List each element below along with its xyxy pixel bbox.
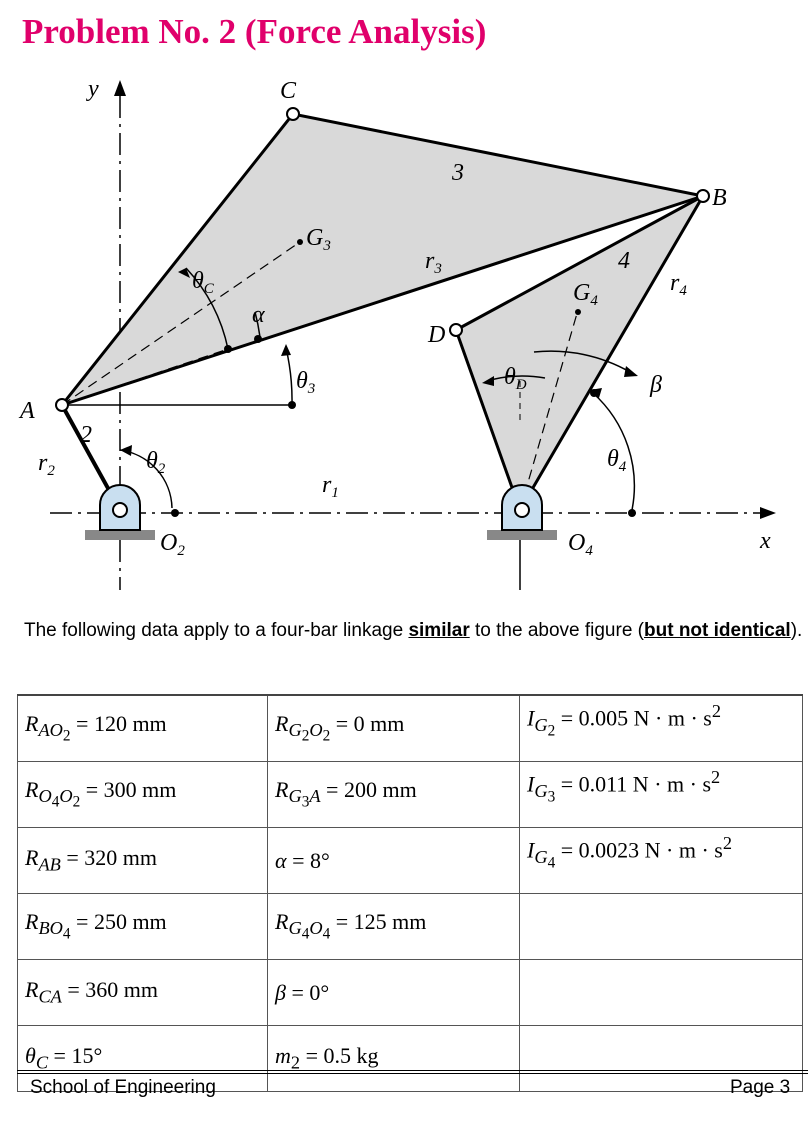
label-O2: O bbox=[160, 530, 178, 556]
table-row bbox=[18, 762, 803, 828]
label-O4-sub: 4 bbox=[585, 543, 593, 559]
label-r4-sub: 4 bbox=[679, 283, 687, 299]
cell-i-g4: $I_{G_4} = 0.0023$ $N \cdot m \cdot s^2$ bbox=[520, 828, 803, 894]
label-r2-sub: 2 bbox=[47, 463, 55, 479]
label-C: C bbox=[280, 78, 297, 104]
svg-text:θ3 bbox=[296, 368, 315, 397]
cell-alpha: α = 8° bbox=[268, 828, 520, 894]
svg-text:θ4 bbox=[607, 446, 627, 475]
cell-r-g3a: $R_{G_3A} = 200$ mm bbox=[268, 762, 520, 828]
cell-empty bbox=[520, 894, 803, 960]
label-theta-c: θ bbox=[192, 268, 204, 294]
label-r4: r bbox=[670, 270, 680, 296]
label-O4: O bbox=[568, 530, 586, 556]
svg-text:r4 bbox=[670, 270, 687, 299]
label-r2: r bbox=[38, 450, 48, 476]
emphasis-similar: similar bbox=[408, 620, 470, 641]
label-theta2-sub: 2 bbox=[157, 461, 166, 477]
label-link2: 2 bbox=[80, 422, 92, 448]
label-x: x bbox=[760, 528, 771, 554]
page-title: Problem No. 2 (Force Analysis) bbox=[22, 12, 487, 51]
cell-r-g4o4: $R_{G_4O_4} = 125$ mm bbox=[268, 894, 520, 960]
label-theta-d: θ bbox=[504, 364, 516, 390]
svg-text:θ2 bbox=[146, 448, 166, 477]
label-O2-sub: 2 bbox=[177, 543, 185, 559]
label-G4-sub: 4 bbox=[590, 293, 598, 309]
label-A: A bbox=[20, 398, 35, 424]
footer-divider bbox=[17, 1070, 808, 1071]
footer-page-number: Page 3 bbox=[730, 1077, 791, 1098]
label-link4: 4 bbox=[618, 248, 630, 274]
label-G4: G bbox=[573, 280, 591, 306]
svg-text:O4 bbox=[568, 530, 593, 559]
footer-school: School of Engineering bbox=[30, 1077, 216, 1098]
label-link3: 3 bbox=[452, 160, 464, 186]
cell-i-g2: $I_{G_2} = 0.005$ $N \cdot m \cdot s^2$ bbox=[520, 695, 803, 762]
four-bar-linkage-figure bbox=[0, 60, 808, 600]
svg-text:r2 bbox=[38, 450, 55, 479]
label-theta4: θ bbox=[607, 446, 619, 472]
svg-text:O2 bbox=[160, 530, 185, 559]
label-D: D bbox=[428, 322, 446, 348]
cell-r-o4o2: $R_{O_4O_2} = 300$ mm bbox=[18, 762, 268, 828]
label-B: B bbox=[712, 185, 727, 211]
label-beta: β bbox=[650, 372, 662, 398]
table-row bbox=[18, 695, 803, 762]
footer-divider bbox=[17, 1073, 808, 1074]
cell-theta-c: $\theta_C = 15^\circ$ bbox=[18, 1026, 268, 1092]
label-y: y bbox=[88, 76, 99, 102]
cell-empty bbox=[520, 960, 803, 1026]
cell-r-ao2: $R_{AO_2} = 120$ mm bbox=[18, 695, 268, 762]
label-r1: r bbox=[322, 472, 332, 498]
label-r3-sub: 3 bbox=[434, 261, 442, 277]
label-G3: G bbox=[306, 225, 324, 251]
label-r1-sub: 1 bbox=[331, 485, 339, 501]
cell-r-ca: $R_{CA} = 360$ mm bbox=[18, 960, 268, 1026]
label-theta3-sub: 3 bbox=[307, 381, 316, 397]
table-row bbox=[18, 828, 803, 894]
label-theta-c-sub: C bbox=[203, 281, 214, 297]
label-r3: r bbox=[425, 248, 435, 274]
label-G3-sub: 3 bbox=[323, 238, 331, 254]
label-theta2: θ bbox=[146, 448, 158, 474]
data-table bbox=[17, 694, 803, 1092]
cell-r-bo4: $R_{BO_4} = 250$ mm bbox=[18, 894, 268, 960]
label-theta-d-sub: D bbox=[515, 377, 527, 393]
table-row bbox=[18, 960, 803, 1026]
cell-beta: β = 0° bbox=[268, 960, 520, 1026]
label-alpha: α bbox=[252, 302, 265, 328]
label-theta4-sub: 4 bbox=[618, 459, 627, 475]
cell-i-g3: $I_{G_3} = 0.011$ $N \cdot m \cdot s^2$ bbox=[520, 762, 803, 828]
cell-m2: $m_2 = 0.5$ kg bbox=[268, 1026, 520, 1092]
intro-paragraph: The following data apply to a four-bar linkage similar to the above figure (but not identical). bbox=[24, 620, 803, 641]
emphasis-but-not: but not identical bbox=[644, 620, 791, 641]
svg-text:r1 bbox=[322, 472, 339, 501]
table-row bbox=[18, 894, 803, 960]
cell-r-ab: $R_{AB} = 320$ mm bbox=[18, 828, 268, 894]
cell-r-g2o2: $R_{G_2O_2} = 0$ mm bbox=[268, 695, 520, 762]
label-theta3: θ bbox=[296, 368, 308, 394]
